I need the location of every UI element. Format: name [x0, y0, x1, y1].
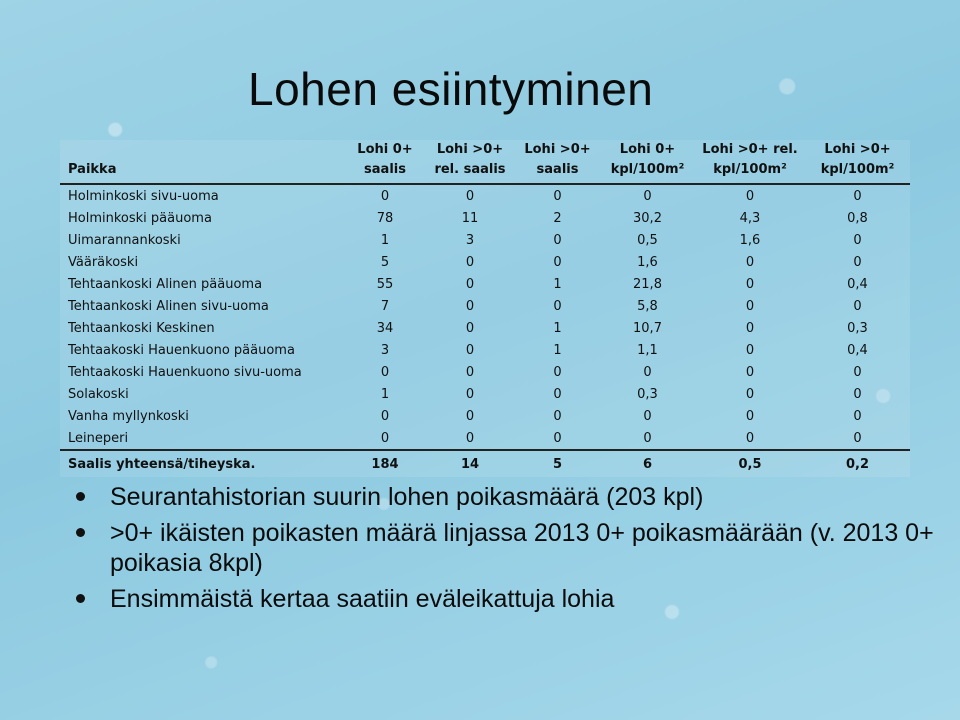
slide-title: Lohen esiintyminen — [248, 63, 654, 115]
table-cell: 0 — [745, 320, 755, 336]
table-cell: 0 — [745, 386, 755, 402]
table-header — [60, 140, 910, 184]
table-cell: 55 — [376, 276, 394, 292]
place-name-cell: Vanha myllynkoski — [68, 408, 189, 424]
place-name-cell: Solakoski — [68, 386, 129, 402]
column-subheader: rel. saalis — [425, 160, 515, 184]
total-cell: 5 — [515, 450, 600, 477]
table-cell: 0 — [853, 298, 862, 314]
place-name-cell: Leineperi — [68, 430, 129, 446]
table-cell: 0,5 — [637, 232, 658, 248]
table-cell: 0 — [465, 430, 475, 446]
table-cell: 5,8 — [637, 298, 658, 314]
table-cell: 0 — [853, 430, 862, 446]
table-cell: 0 — [745, 188, 755, 204]
table-cell: 0,4 — [847, 342, 868, 358]
total-cell: 14 — [425, 450, 515, 477]
table-cell: 0 — [853, 188, 862, 204]
total-cell: 0,5 — [695, 450, 805, 477]
place-name-cell: Tehtaakoski Hauenkuono pääuoma — [68, 342, 295, 358]
table-cell: 0 — [745, 364, 755, 380]
table-row — [60, 383, 910, 405]
place-name-cell: Tehtaankoski Keskinen — [68, 320, 215, 336]
table-cell: 11 — [461, 210, 479, 226]
table-cell: 0 — [643, 364, 652, 380]
table-cell: 0 — [853, 364, 862, 380]
table-cell: 0,3 — [847, 320, 868, 336]
table-cell: 0 — [745, 298, 755, 314]
table-cell: 0 — [745, 276, 755, 292]
place-name-cell: Vääräkoski — [68, 254, 139, 270]
table-cell: 0 — [643, 430, 652, 446]
table-cell: 0 — [380, 430, 390, 446]
bullet-dot-icon — [76, 528, 85, 537]
place-name-cell: Holminkoski sivu-uoma — [68, 188, 219, 204]
table-cell: 1,6 — [637, 254, 658, 270]
table-cell: 0 — [380, 364, 390, 380]
column-subheader: saalis — [515, 160, 600, 184]
table-cell: 1 — [380, 386, 390, 402]
table-cell: 1,6 — [739, 232, 761, 248]
table-cell: 0 — [553, 364, 562, 380]
table-cell: 0,3 — [637, 386, 658, 402]
table-cell: 1,1 — [637, 342, 658, 358]
table-cell: 0,4 — [847, 276, 868, 292]
column-subheader: saalis — [345, 160, 425, 184]
table-cell: 21,8 — [633, 276, 662, 292]
bullet-item: >0+ ikäisten poikasten määrä linjassa 2013 0+ poikasmäärään (v. 2013 0+ poikasia 8kpl) — [70, 518, 940, 578]
table-cell: 0 — [465, 342, 475, 358]
table-cell: 0 — [465, 188, 475, 204]
table-cell: 34 — [376, 320, 394, 336]
table-cell: 1 — [380, 232, 390, 248]
catch-table — [60, 140, 910, 477]
table-body — [60, 184, 910, 450]
place-column-header: Paikka — [60, 160, 345, 184]
table-cell: 0 — [465, 320, 475, 336]
table-cell: 0 — [745, 342, 755, 358]
column-header: Lohi 0+ — [619, 142, 676, 157]
table-row — [60, 184, 910, 207]
place-name-cell: Tehtaankoski Alinen sivu-uoma — [68, 298, 269, 314]
place-name-cell: Tehtaankoski Alinen pääuoma — [68, 276, 263, 292]
place-name-cell: Holminkoski pääuoma — [68, 210, 212, 226]
bullet-item: Ensimmäistä kertaa saatiin eväleikattuja lohia — [70, 584, 940, 614]
table-cell: 0 — [465, 276, 475, 292]
table-cell: 0 — [465, 408, 475, 424]
table-row — [60, 273, 910, 295]
table-cell: 0 — [380, 188, 390, 204]
table-cell: 0 — [745, 408, 755, 424]
table-cell: 0 — [745, 254, 755, 270]
table-cell: 0 — [853, 386, 862, 402]
column-subheader: kpl/100m² — [600, 160, 695, 184]
table-cell: 0 — [745, 430, 755, 446]
table-cell: 30,2 — [633, 210, 662, 226]
table-cell: 0 — [553, 188, 562, 204]
table-cell: 0 — [553, 386, 562, 402]
table-row — [60, 317, 910, 339]
table-cell: 0 — [553, 408, 562, 424]
table-cell: 0,8 — [847, 210, 868, 226]
bullet-list — [70, 482, 940, 620]
column-header: Lohi >0+ — [524, 142, 591, 157]
table-cell: 10,7 — [633, 320, 662, 336]
bullet-dot-icon — [76, 492, 85, 501]
table-total-row — [60, 450, 910, 477]
table-cell: 4,3 — [739, 210, 761, 226]
table-cell: 0 — [853, 254, 862, 270]
column-header: Lohi >0+ rel. — [702, 142, 798, 157]
table-row — [60, 251, 910, 273]
table-row — [60, 207, 910, 229]
table-cell: 3 — [380, 342, 390, 358]
column-subheader: kpl/100m² — [805, 160, 910, 184]
column-subheader: kpl/100m² — [695, 160, 805, 184]
table-cell: 0 — [553, 254, 562, 270]
table-row — [60, 361, 910, 383]
bullet-dot-icon — [76, 594, 85, 603]
table-cell: 0 — [553, 298, 562, 314]
table-cell: 1 — [553, 320, 562, 336]
column-header: Lohi 0+ — [357, 142, 413, 157]
table-cell: 0 — [465, 364, 475, 380]
table-row — [60, 405, 910, 427]
table-cell: 0 — [465, 254, 475, 270]
table-cell: 0 — [465, 386, 475, 402]
table-cell: 7 — [380, 298, 390, 314]
table-cell: 0 — [853, 408, 862, 424]
table-cell: 0 — [553, 430, 562, 446]
table-cell: 1 — [553, 342, 562, 358]
table-row — [60, 339, 910, 361]
table-cell: 5 — [380, 254, 390, 270]
total-cell: 0,2 — [805, 450, 910, 477]
table-cell: 0 — [643, 408, 652, 424]
table-row — [60, 229, 910, 251]
table-cell: 2 — [553, 210, 562, 226]
bullet-item: Seurantahistorian suurin lohen poikasmäärä (203 kpl) — [70, 482, 940, 512]
table-cell: 3 — [465, 232, 475, 248]
place-name-cell: Tehtaakoski Hauenkuono sivu-uoma — [68, 364, 302, 380]
table-cell: 0 — [643, 188, 652, 204]
total-label: Saalis yhteensä/tiheyska. — [60, 450, 345, 477]
total-cell: 6 — [600, 450, 695, 477]
table-cell: 0 — [553, 232, 562, 248]
table-cell: 78 — [376, 210, 394, 226]
place-name-cell: Uimarannankoski — [68, 232, 181, 248]
catch-table-container — [60, 140, 910, 477]
table-row — [60, 427, 910, 450]
table-cell: 1 — [553, 276, 562, 292]
total-cell: 184 — [345, 450, 425, 477]
column-header: Lohi >0+ — [824, 142, 891, 157]
table-cell: 0 — [465, 298, 475, 314]
column-header: Lohi >0+ — [436, 142, 504, 157]
table-cell: 0 — [853, 232, 862, 248]
table-cell: 0 — [380, 408, 390, 424]
table-row — [60, 295, 910, 317]
